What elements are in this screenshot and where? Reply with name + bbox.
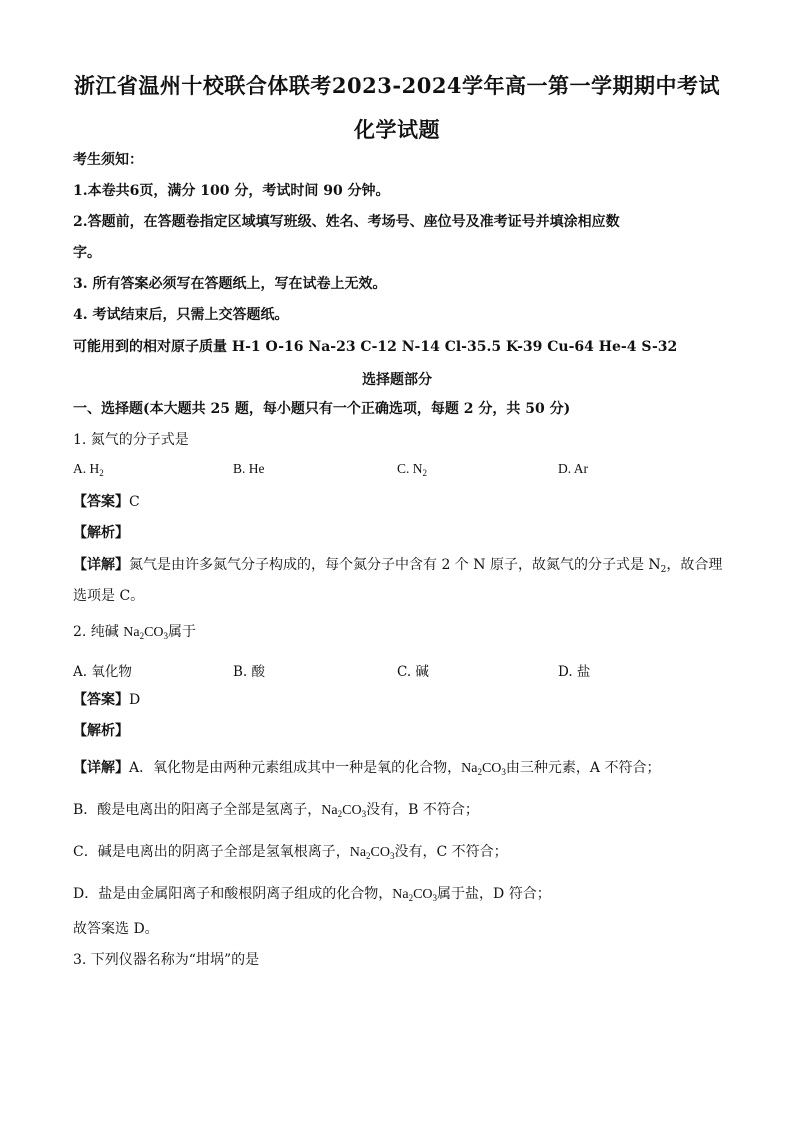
q1-option-a: A. $H_2$ — [73, 461, 104, 478]
q2-conclusion: 故答案选 D。 — [73, 921, 159, 937]
q2-answer: 【答案】D — [73, 692, 141, 708]
q2-detail-c: C．碱是电离出的阴离子全部是氢氧根离子，$Na_2CO_3$没有，C 不符合； — [73, 844, 508, 861]
q2-detail-d: D．盐是由金属阳离子和酸根阴离子组成的化合物，$Na_2CO_3$属于盐，D 符合； — [73, 886, 551, 903]
q2-option-d: D. 盐 — [558, 664, 591, 680]
exam-subtitle: 化学试题 — [354, 117, 440, 142]
q1-option-b: B. He — [233, 461, 265, 476]
q1-detail-cont: 选项是 C。 — [73, 588, 145, 604]
q1-answer: 【答案】C — [73, 494, 140, 510]
q2-detail-a: 【详解】A．氧化物是由两种元素组成其中一种是氧的化合物，$Na_2CO_3$由三种元素，A 不符合； — [73, 760, 661, 777]
notice-item-2: 2.答题前，在答题卷指定区域填写班级、姓名、考场号、座位号及准考证号并填涂相应数 — [73, 214, 620, 230]
q1-analysis-tag: 【解析】 — [73, 525, 129, 541]
atomic-masses: 可能用到的相对原子质量 H-1 O-16 Na-23 C-12 N-14 Cl-35.5 K-39 Cu-64 He-4 S-32 — [73, 339, 678, 355]
q1-stem: 1. 氮气的分子式是 — [73, 432, 189, 448]
notice-heading: 考生须知： — [73, 152, 143, 168]
q2-analysis-tag: 【解析】 — [73, 723, 129, 739]
formula-na2co3: $Na_2CO_3$ — [123, 625, 169, 641]
notice-item-1: 1.本卷共6页，满分 100 分，考试时间 90 分钟。 — [73, 183, 390, 199]
q1-option-c: C. $N_2$ — [397, 461, 428, 478]
section-heading: 一、选择题(本大题共 25 题，每小题只有一个正确选项，每题 2 分，共 50 分) — [73, 401, 571, 417]
q3-stem: 3. 下列仪器名称为“坩埚”的是 — [73, 952, 260, 968]
q2-stem: 2. 纯碱 $Na_2CO_3$属于 — [73, 624, 197, 641]
exam-title: 浙江省温州十校联合体联考2023-2024学年高一第一学期期中考试 — [73, 73, 721, 98]
q2-option-c: C. 碱 — [397, 664, 429, 680]
notice-item-3: 3. 所有答案必须写在答题纸上，写在试卷上无效。 — [73, 276, 387, 292]
q2-detail-b: B．酸是电离出的阳离子全部是氢离子，$Na_2CO_3$没有，B 不符合； — [73, 802, 479, 819]
q1-detail: 【详解】氮气是由许多氮气分子构成的，每个氮分子中含有 2 个 N 原子，故氮气的分子式是 $N_2$，故合理 — [73, 557, 723, 575]
q1-option-d: D. Ar — [558, 461, 588, 476]
notice-item-4: 4. 考试结束后，只需上交答题纸。 — [73, 307, 289, 323]
q2-option-a: A. 氧化物 — [73, 664, 132, 680]
section-label: 选择题部分 — [362, 372, 432, 388]
q2-option-b: B. 酸 — [233, 664, 266, 680]
notice-item-2-cont: 字。 — [73, 245, 101, 261]
